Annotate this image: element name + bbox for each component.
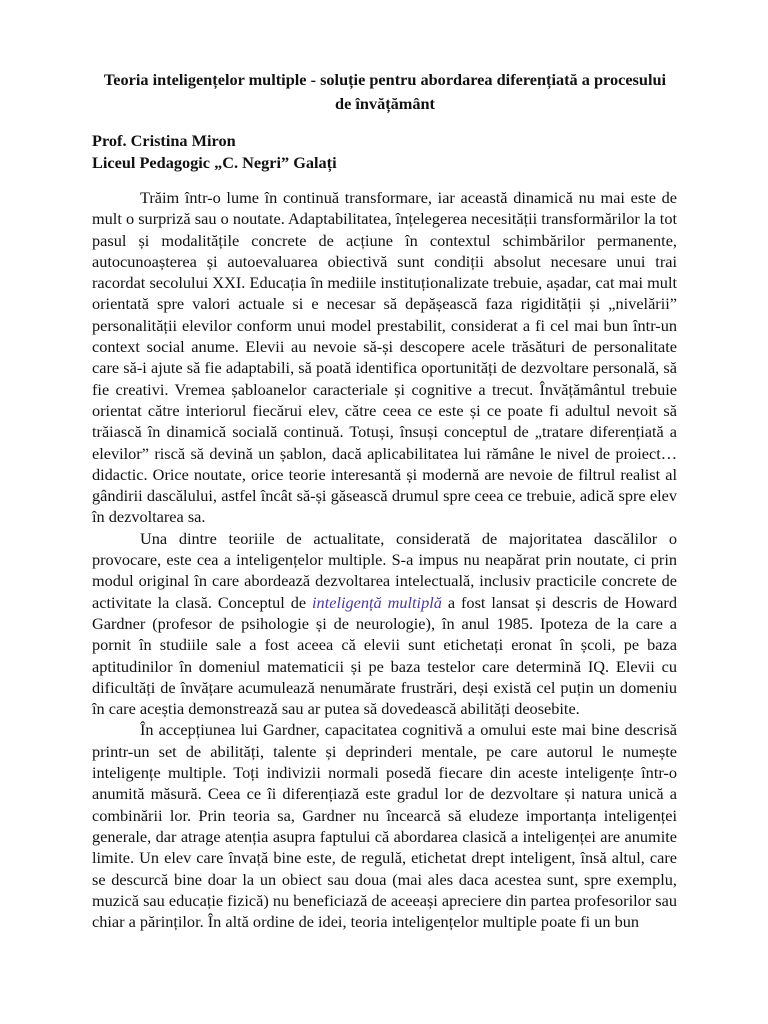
paragraph [92,528,677,720]
document-title: Teoria inteligențelor multiple - soluție pentru abordarea diferențiată a procesului de învățământ [103,70,667,113]
author-institution: Liceul Pedagogic „C. Negri” Galați [92,153,337,172]
paragraph-text: a fost lansat și descris de Howard Gardner (profesor de psihologie și de neurologie), în anul 1985. Ipoteza de la care a pornit în studiile sale a fost aceea că elevii sunt etichetați eronat în școli, pe baza aptitudinilor în domeniul matematicii și pe baza testelor care determină IQ. Elevii cu dificultăți de învățare acumulează nenumărate frustrări, deși există cel puțin un domeniu în care aceștia demonstrează sau ar putea să dovedească abilități deosebite. [92,592,677,719]
author-name: Prof. Cristina Miron [92,131,236,150]
paragraph-text: Una dintre teoriile de actualitate, considerată de majoritatea dascălilor o provocare, este cea a inteligențelor multiple. S-a impus nu neapărat prin noutate, ci prin modul original în care abordează dezvoltarea intelectuală, inclusiv practicile concrete de activitate la clasă. Conceptul de [92,528,677,612]
document-body [92,187,677,932]
paragraph: În accepțiunea lui Gardner, capacitatea cognitivă a omului este mai bine descrisă printr-un set de abilități, talente și deprinderi mentale, pe care autorul le numește inteligențe multiple. Toți indivizii normali posedă fiecare din aceste inteligențe într-o anumită măsură. Ceea ce îi diferențiază este gradul lor de dezvoltare și natura unică a combinării lor. Prin teoria sa, Gardner nu încearcă să eludeze importanța inteligenței generale, dar atrage atenția asupra faptului că abordarea clasică a inteligenței are anumite limite. Un elev care învață bine este, de regulă, etichetat drept inteligent, însă altul, care se descurcă bine doar la un obiect sau doua (mai ales daca acestea sunt, spre exemplu, muzică sau educație fizică) nu beneficiază de aceeași apreciere din partea profesorilor sau chiar a părinților. În altă ordine de idei, teoria inteligențelor multiple poate fi un bun [92,720,677,932]
author-block [92,130,692,174]
paragraph: Trăim într-o lume în continuă transformare, iar această dinamică nu mai este de mult o surpriză sau o noutate. Adaptabilitatea, înțelegerea necesității transformărilor la tot pasul și modalitățile concrete de acțiune în contextul schimbărilor permanente, autocunoașterea și autoevaluarea obiectivă sunt condiții absolut necesare unui trai racordat secolului XXI. Educația în mediile instituționalizate trebuie, așadar, cat mai mult orientată spre valori actuale si e necesar să depășească faza rigidității și „nivelării” personalității elevilor conform unui model prestabilit, considerat a fi cel mai bun într-un context social anume. Elevii au nevoie să-și descopere acele trăsături de personalitate care să-i ajute să fie adaptabili, să poată identifica oportunități de dezvoltare personală, să fie creativi. Vremea șabloanelor caracteriale și cognitive a trecut. Învățământul trebuie orientat către interiorul fiecărui elev, către ceea ce este și ce poate fi adultul nevoit să trăiască în dinamică socială continuă. Totuși, însuși conceptul de „tratare diferențiată a elevilor” riscă să devină un șablon, dacă aplicabilitatea lui rămâne le nivel de proiect… didactic. Orice noutate, orice teorie interesantă și modernă are nevoie de filtrul realist al gândirii dascălului, astfel încât să-și găsească drumul spre ceea ce trebuie, adică spre elev în dezvoltarea sa. [92,188,677,527]
emphasized-term: inteligență multiplă [312,592,442,612]
